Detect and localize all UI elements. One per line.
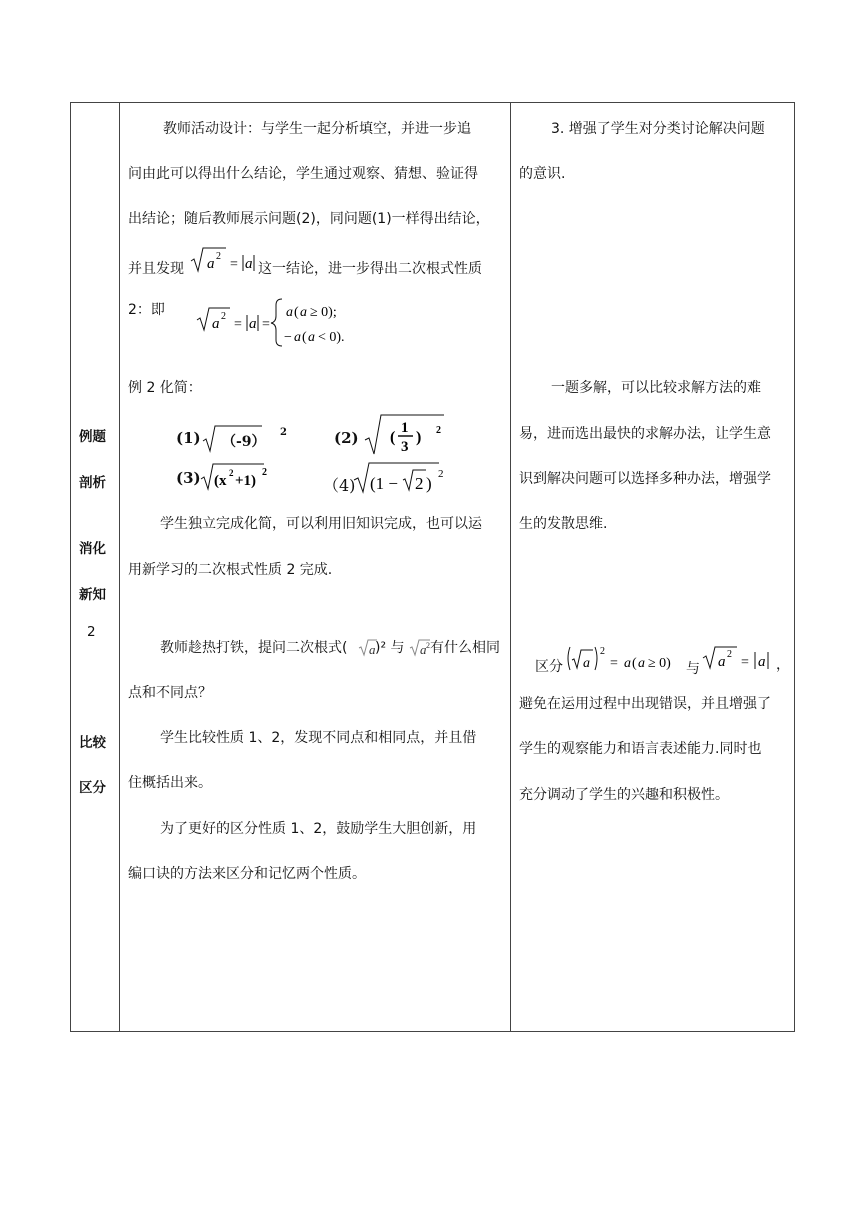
svg-text:a: a xyxy=(212,316,220,332)
example-2-title: 例 2 化简： xyxy=(128,380,202,396)
section-label-line-1: 例题 xyxy=(79,429,106,445)
svg-text:1: 1 xyxy=(401,420,409,436)
svg-text:a: a xyxy=(369,642,376,657)
note-3-line-3: 学生的观察能力和语言表述能力.同时也 xyxy=(519,741,762,757)
formula-sqrt-a-squared-small-svg xyxy=(409,637,431,657)
mnemonic-line-1: 为了更好的区分性质 1、2，鼓励学生大胆创新，用 xyxy=(160,821,477,837)
svg-text:(1 −: (1 − xyxy=(370,474,398,493)
student-work-line-1: 学生独立完成化简，可以利用旧知识完成，也可以运 xyxy=(160,516,482,532)
svg-text:a: a xyxy=(624,656,631,671)
formula-sqrt-a-squared-right-svg xyxy=(702,643,772,673)
svg-text:≥ 0): ≥ 0) xyxy=(648,656,671,671)
section-label-line-5: 2 xyxy=(87,624,96,640)
formula-sqrt-a-squared-svg xyxy=(190,245,258,275)
teacher-question-line-2: 点和不同点？ xyxy=(128,685,212,701)
svg-text:< 0).: < 0). xyxy=(318,330,345,345)
formula-piecewise-svg xyxy=(196,296,368,348)
section-label-line-2: 剖析 xyxy=(79,475,106,491)
svg-text:(: ( xyxy=(632,656,637,671)
svg-text:a: a xyxy=(718,654,726,670)
note-2-line-2: 易，进而选出最快的求解办法，让学生意 xyxy=(519,426,771,442)
svg-text:a: a xyxy=(300,305,307,320)
teacher-activity-line-3: 出结论；随后教师展示问题(2)，同问题(1)一样得出结论， xyxy=(128,211,490,227)
svg-text:a: a xyxy=(286,305,293,320)
teacher-activity-line-4-end: 这一结论，进一步得出二次根式性质 xyxy=(258,261,482,277)
column-divider-right xyxy=(510,103,511,1031)
section-label-line-6: 比较 xyxy=(79,735,106,751)
note-3-line-1-mid: 与 xyxy=(686,661,700,677)
svg-text:≥ 0);: ≥ 0); xyxy=(310,305,337,320)
svg-text:): ) xyxy=(416,429,422,446)
example-2-item-4-label: （4) xyxy=(323,476,356,495)
example-2-item-3 xyxy=(176,461,296,491)
compare-properties-line-1: 学生比较性质 1、2，发现不同点和相同点，并且借 xyxy=(160,730,477,746)
svg-text:(x: (x xyxy=(214,473,227,489)
example-2-item-3-radical-svg xyxy=(200,461,280,491)
svg-text:+1): +1) xyxy=(235,473,257,489)
mnemonic-line-2: 编口诀的方法来区分和记忆两个性质。 xyxy=(128,866,366,882)
note-1-line-2: 的意识. xyxy=(519,166,566,182)
note-2-line-4: 生的发散思维. xyxy=(519,516,608,532)
svg-text:=: = xyxy=(262,317,270,332)
student-work-line-2: 用新学习的二次根式性质 2 完成. xyxy=(128,562,333,578)
teacher-question-line-1-start: 教师趁热打铁，提问二次根式( xyxy=(160,640,348,656)
svg-text:=: = xyxy=(234,317,242,332)
example-2-item-1 xyxy=(176,423,316,453)
svg-text:a: a xyxy=(638,656,645,671)
svg-text:=: = xyxy=(610,656,618,671)
teacher-activity-line-2: 问由此可以得出什么结论，学生通过观察、猜想、验证得 xyxy=(128,166,478,182)
svg-text:2: 2 xyxy=(600,646,605,657)
svg-text:2: 2 xyxy=(216,251,221,262)
teacher-activity-line-4-start: 并且发现 xyxy=(128,261,184,277)
formula-sqrt-a-squared-small xyxy=(409,637,431,657)
teacher-question-line-1-end: 有什么相同 xyxy=(430,640,500,656)
example-2-item-1-label: (1) xyxy=(176,429,201,447)
section-label-line-7: 区分 xyxy=(79,780,106,796)
example-2-item-3-label: (3) xyxy=(176,469,201,487)
formula-sqrt-a-all-squared xyxy=(565,643,683,673)
note-3-line-4: 充分调动了学生的兴趣和积极性。 xyxy=(519,787,729,803)
note-3-line-2: 避免在运用过程中出现错误，并且增强了 xyxy=(519,696,771,712)
svg-text:2: 2 xyxy=(229,468,234,478)
svg-text:a: a xyxy=(583,656,590,671)
svg-text:a: a xyxy=(308,330,315,345)
compare-properties-line-2: 住概括出来。 xyxy=(128,775,212,791)
example-2-item-2-radical-svg xyxy=(364,412,448,458)
note-2-line-3: 识到解决问题可以选择多种办法，增强学 xyxy=(519,471,771,487)
svg-text:(: ( xyxy=(294,305,299,320)
svg-text:=: = xyxy=(230,257,238,272)
svg-text:2: 2 xyxy=(438,468,444,480)
note-3-line-1-end: ， xyxy=(776,657,790,673)
example-2-item-2-label: (2) xyxy=(334,429,359,447)
svg-text:2: 2 xyxy=(415,474,424,493)
note-1-line-1: 3. 增强了学生对分类讨论解决问题 xyxy=(551,121,765,137)
formula-piecewise-property-2 xyxy=(196,296,368,348)
section-label-line-4: 新知 xyxy=(79,587,106,603)
teacher-activity-line-5: 2：即 xyxy=(128,302,165,318)
note-2-line-1: 一题多解，可以比较求解方法的难 xyxy=(551,380,761,396)
svg-text:2: 2 xyxy=(262,467,267,478)
svg-text:2: 2 xyxy=(221,311,226,322)
note-3-line-1-start: 区分 xyxy=(535,659,563,675)
svg-text:): ) xyxy=(426,474,432,493)
svg-text:2: 2 xyxy=(426,641,430,650)
example-2-item-4-radical-svg xyxy=(353,460,449,494)
svg-text:a: a xyxy=(294,330,301,345)
svg-text:3: 3 xyxy=(401,439,409,455)
svg-text:a: a xyxy=(249,316,257,332)
example-2-item-4 xyxy=(323,460,453,494)
example-2-item-1-exponent: 2 xyxy=(280,427,287,438)
column-divider-left xyxy=(119,103,120,1031)
formula-sqrt-a-squared-equals-abs-a xyxy=(190,245,258,275)
formula-sqrt-a-all-squared-svg xyxy=(565,643,683,673)
svg-text:a: a xyxy=(420,642,427,657)
example-2-item-2 xyxy=(334,412,454,458)
svg-text:(: ( xyxy=(302,330,307,345)
formula-sqrt-a-squared-equals-abs-a-right xyxy=(702,643,772,673)
svg-text:(: ( xyxy=(390,429,396,446)
svg-text:2: 2 xyxy=(436,425,441,436)
teacher-question-line-1-mid: )² 与 xyxy=(375,640,405,656)
svg-text:2: 2 xyxy=(727,649,732,660)
svg-text:=: = xyxy=(741,655,749,670)
svg-text:a: a xyxy=(758,654,766,670)
svg-text:a: a xyxy=(245,256,253,272)
svg-text:−: − xyxy=(284,330,292,345)
example-2-item-1-radicand: （-9） xyxy=(222,434,266,450)
teacher-activity-line-1: 教师活动设计：与学生一起分析填空，并进一步追 xyxy=(163,121,471,137)
svg-text:a: a xyxy=(207,256,215,272)
section-label-line-3: 消化 xyxy=(79,541,106,557)
